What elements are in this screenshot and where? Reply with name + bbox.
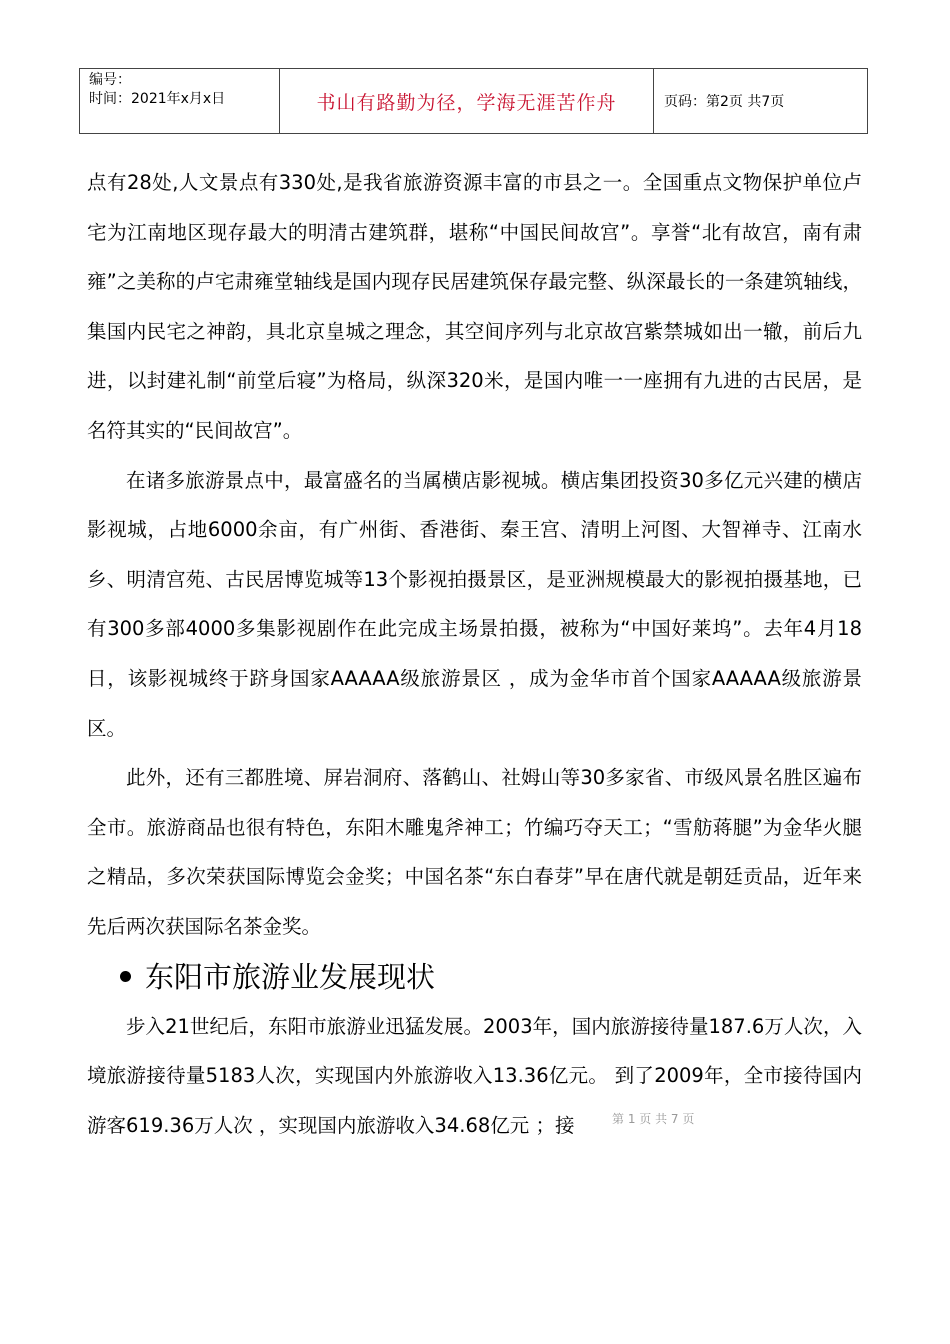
time-label: 时间：2021年x月x日 bbox=[89, 91, 226, 107]
paragraph-hengdian: 在诸多旅游景点中，最富盛名的当属横店影视城。横店集团投资30多亿元兴建的横店影视城，占地6000余亩，有广州街、香港街、秦王宫、清明上河图、大智禅寺、江南水乡、明清宫苑、古民居博览城等13个影视拍摄景区，是亚洲规模最大的影视拍摄基地，已有300多部4000多集影视剧作在此完成主场景拍摄，被称为“中国好莱坞”。去年4月18日，该影视城终于跻身国家AAAAA级旅游景区 ，成为金华市首个国家AAAAA级旅游景区。 bbox=[87, 468, 862, 740]
paragraph-development: 步入21世纪后，东阳市旅游业迅猛发展。2003年，国内旅游接待量187.6万人次，入境旅游接待量5183人次，实现国内外旅游收入13.36亿元。 到了2009年，全市接待国内游客619.36万人次 ，实现国内旅游收入34.68亿元 ；接 bbox=[87, 1014, 862, 1137]
document-header bbox=[79, 68, 868, 134]
paragraph-scenic-and-products: 此外，还有三都胜境、屏岩洞府、落鹤山、社姆山等30多家省、市级风景名胜区遍布全市。旅游商品也很有特色，东阳木雕鬼斧神工；竹编巧夺天工；“雪舫蒋腿”为金华火腿之精品，多次荣获国际博览会金奖；中国名茶“东白春芽”早在唐代就是朝廷贡品，近年来先后两次获国际名茶金奖。 bbox=[87, 766, 862, 938]
number-label: 编号： bbox=[89, 72, 131, 88]
section-heading bbox=[120, 952, 862, 1002]
paragraph-landmarks: 点有28处,人文景点有330处,是我省旅游资源丰富的市县之一。全国重点文物保护单位卢宅为江南地区现存最大的明清古建筑群，堪称“中国民间故宫”。享誉“北有故宫，南有肃雍”之美称的卢宅肃雍堂轴线是国内现存民居建筑保存最完整、纵深最长的一条建筑轴线，集国内民宅之神韵，具北京皇城之理念，其空间序列与北京故宫紫禁城如出一辙，前后九进，以封建礼制“前堂后寝”为格局，纵深320米，是国内唯一一座拥有九进的古民居，是名符其实的“民间故宫”。 bbox=[87, 171, 862, 442]
header-meta bbox=[80, 69, 280, 133]
faint-page-footer: 第 1 页 共 7 页 bbox=[612, 1112, 695, 1126]
section-heading-text: 东阳市旅游业发展现状 bbox=[145, 959, 436, 994]
page-info: 页码：第2页 共7页 bbox=[664, 94, 785, 110]
bullet-icon bbox=[120, 971, 131, 982]
document-body bbox=[87, 158, 862, 1150]
header-motto: 书山有路勤为径，学海无涯苦作舟 bbox=[280, 69, 654, 133]
